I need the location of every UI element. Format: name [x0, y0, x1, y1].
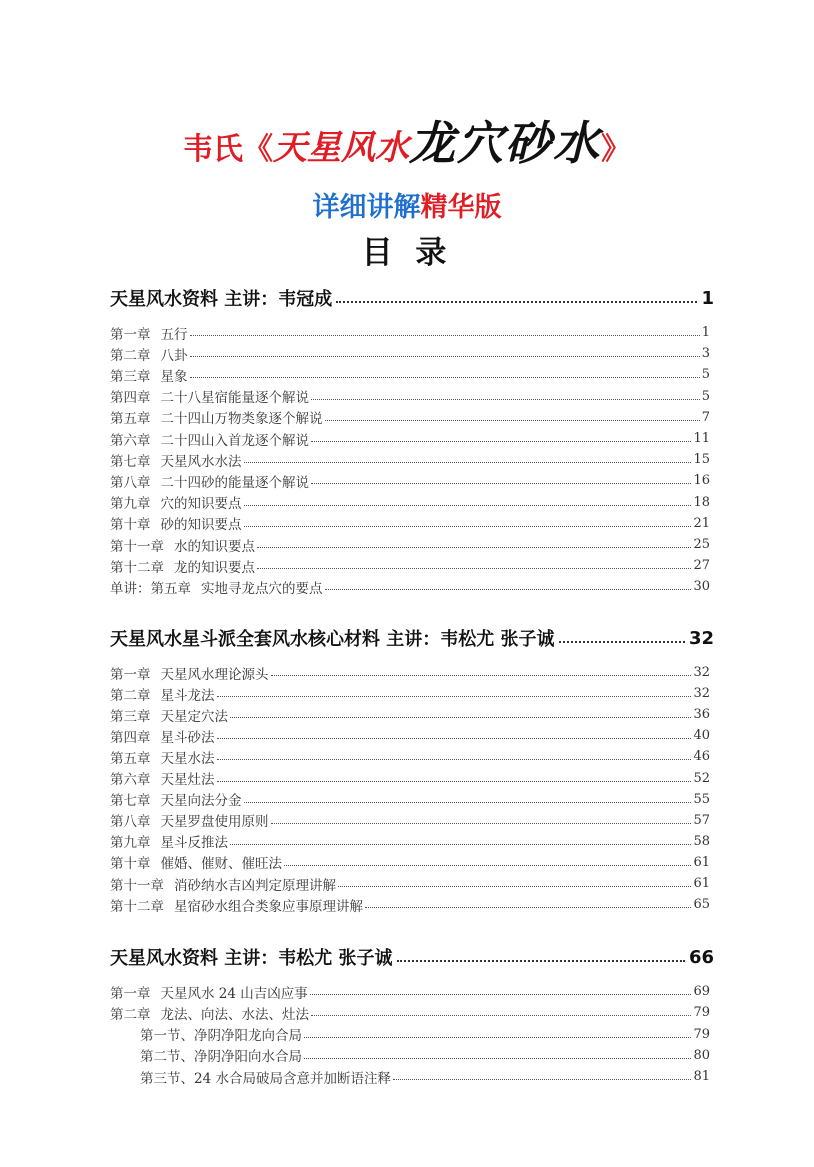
page-number: 61: [693, 876, 710, 891]
page-number: 5: [701, 388, 710, 404]
dot-leader: [338, 886, 691, 887]
chapter-number: 第二章: [110, 1006, 151, 1023]
chapter-number: 第七章: [110, 793, 151, 810]
toc-entry: [110, 894, 710, 915]
section-heading: [110, 941, 714, 973]
chapter-number: 第一章: [110, 985, 151, 1002]
chapter-number: 第八章: [110, 474, 151, 491]
page-number: 5: [701, 367, 710, 383]
chapter-number: 第十二章: [110, 559, 164, 576]
chapter-number: 第二章: [110, 347, 151, 364]
toc-entry: [110, 364, 710, 385]
dot-leader: [311, 441, 691, 442]
toc-entry: [110, 386, 710, 407]
section-heading: [110, 282, 714, 314]
chapter-name: 第一节、净阴净阳龙向合局: [140, 1028, 302, 1045]
chapter-name: 第三节、24 水合局破局含意并加断语注释: [140, 1070, 391, 1087]
toc-entry: [110, 852, 710, 873]
dot-leader: [284, 865, 691, 866]
page-number: 21: [693, 515, 710, 531]
document-title: [0, 118, 814, 179]
page-number: 52: [693, 770, 710, 786]
toc-entry: [110, 343, 710, 364]
dot-leader: [217, 759, 692, 760]
chapter-number: 第三章: [110, 708, 151, 725]
chapter-number: 第十章: [110, 856, 151, 873]
chapter-name: 天星风水水法: [160, 453, 242, 470]
chapter-name: 五行: [160, 326, 188, 343]
dot-leader: [304, 1037, 691, 1038]
toc-entry: [110, 449, 710, 470]
chapter-name: 星斗龙法: [160, 687, 215, 704]
chapter-number: 第三章: [110, 368, 151, 385]
chapter-number: 第九章: [110, 496, 151, 513]
toc-entry: [110, 662, 710, 683]
chapter-number: 单讲：第五章: [110, 580, 191, 597]
page-number: 61: [693, 854, 710, 870]
chapter-name: 天星罗盘使用原则: [160, 814, 269, 831]
dot-leader: [311, 399, 700, 400]
toc-subentry: [140, 1024, 710, 1045]
toc-entry: [110, 322, 710, 343]
toc-entry: [110, 768, 710, 789]
chapter-name: 八卦: [160, 347, 188, 364]
dot-leader: [230, 844, 691, 845]
toc-entry: [110, 576, 710, 597]
dot-leader: [244, 462, 692, 463]
title-suffix: 》: [601, 132, 631, 167]
toc-entry: [110, 746, 710, 767]
chapter-name: 天星水法: [160, 750, 215, 767]
toc-entry: [110, 555, 710, 576]
chapter-name: 龙法、向法、水法、灶法: [160, 1006, 309, 1023]
page-number: 69: [693, 984, 710, 999]
page-number: 16: [693, 473, 710, 489]
chapter-name: 实地寻龙点穴的要点: [201, 580, 323, 597]
chapter-number: 第七章: [110, 453, 151, 470]
toc-entry: [110, 725, 710, 746]
page-number: 3: [701, 346, 710, 362]
page-number: 32: [693, 665, 710, 680]
chapter-name: 星斗反推法: [160, 835, 228, 852]
chapter-name: 二十八星宿能量逐个解说: [160, 390, 309, 407]
page-number: 81: [693, 1069, 710, 1085]
chapter-name: 天星风水 24 山吉凶应事: [160, 985, 308, 1002]
chapter-name: 星宿砂水组合类象应事原理讲解: [174, 898, 363, 915]
toc-entry: [110, 534, 710, 555]
toc-entry: [110, 810, 710, 831]
dot-leader: [217, 781, 692, 782]
dot-leader: [397, 960, 685, 962]
toc-entry: [110, 683, 710, 704]
chapter-number: 第八章: [110, 814, 151, 831]
chapter-name: 第二节、净阴净阳向水合局: [140, 1049, 302, 1066]
dot-leader: [325, 589, 692, 590]
chapter-name: 催婚、催财、催旺法: [160, 856, 282, 873]
title-main: 龙穴砂水: [409, 116, 601, 170]
toc-entry: [110, 981, 710, 1002]
toc-subentry: [140, 1045, 710, 1066]
dot-leader: [190, 335, 700, 336]
chapter-name: 龙的知识要点: [174, 559, 255, 576]
section-page: 66: [688, 946, 714, 968]
dot-leader: [217, 738, 692, 739]
page-number: 79: [693, 1005, 710, 1021]
dot-leader: [310, 994, 692, 995]
dot-leader: [271, 675, 692, 676]
subtitle-red: 精华版: [420, 192, 502, 223]
page-number: 1: [701, 325, 710, 340]
dot-leader: [244, 802, 692, 803]
chapter-number: 第十二章: [110, 898, 164, 915]
page-number: 27: [693, 558, 710, 574]
toc-entry: [110, 831, 710, 852]
chapter-name: 天星风水理论源头: [160, 666, 269, 683]
toc-subentry: [140, 1066, 710, 1087]
page-number: 55: [693, 791, 710, 807]
chapter-name: 星斗砂法: [160, 729, 215, 746]
dot-leader: [257, 547, 691, 548]
dot-leader: [271, 823, 692, 824]
toc-entry: [110, 470, 710, 491]
page-number: 32: [693, 686, 710, 702]
chapter-number: 第五章: [110, 411, 151, 428]
section-heading: [110, 622, 714, 654]
chapter-name: 天星定穴法: [160, 708, 228, 725]
section-title: 天星风水资料 主讲：韦冠成: [110, 289, 333, 310]
dot-leader: [393, 1079, 691, 1080]
page-number: 40: [693, 728, 710, 744]
chapter-number: 第二章: [110, 687, 151, 704]
dot-leader: [190, 356, 700, 357]
dot-leader: [217, 696, 692, 697]
page-number: 11: [693, 431, 710, 446]
page-number: 46: [693, 749, 710, 765]
page-number: 65: [693, 897, 710, 913]
chapter-number: 第十章: [110, 517, 151, 534]
toc-entry: [110, 704, 710, 725]
dot-leader: [304, 1058, 691, 1059]
section-title: 天星风水星斗派全套风水核心材料 主讲：韦松尤 张子诚: [110, 629, 555, 650]
toc-entry: [110, 1002, 710, 1023]
chapter-name: 二十四砂的能量逐个解说: [160, 474, 309, 491]
toc-entry: [110, 789, 710, 810]
chapter-number: 第四章: [110, 390, 151, 407]
title-series: 天星风水: [273, 128, 409, 168]
section-page: 32: [688, 627, 714, 649]
chapter-name: 星象: [160, 368, 188, 385]
toc-heading: 目 录: [361, 235, 453, 271]
chapter-name: 消砂纳水吉凶判定原理讲解: [174, 877, 336, 894]
chapter-number: 第十一章: [110, 538, 164, 555]
chapter-number: 第五章: [110, 750, 151, 767]
dot-leader: [365, 907, 691, 908]
chapter-number: 第六章: [110, 432, 151, 449]
page-number: 58: [693, 833, 710, 849]
toc-entry: [110, 407, 710, 428]
page-number: 18: [693, 494, 710, 510]
chapter-number: 第六章: [110, 772, 151, 788]
toc-entry: [110, 492, 710, 513]
dot-leader: [244, 526, 692, 527]
chapter-name: 天星向法分金: [160, 793, 242, 810]
page-number: 57: [693, 812, 710, 828]
dot-leader: [190, 377, 700, 378]
chapter-name: 天星灶法: [160, 772, 215, 788]
page-number: 15: [693, 452, 710, 468]
chapter-number: 第十一章: [110, 877, 164, 894]
dot-leader: [559, 641, 685, 643]
dot-leader: [311, 1015, 691, 1016]
chapter-name: 二十四山万物类象逐个解说: [160, 411, 323, 428]
document-subtitle: [0, 188, 814, 228]
page-number: 36: [693, 707, 710, 723]
chapter-name: 穴的知识要点: [160, 496, 242, 513]
chapter-number: 第四章: [110, 729, 151, 746]
chapter-number: 第一章: [110, 666, 151, 683]
toc-entry: [110, 513, 710, 534]
dot-leader: [257, 568, 691, 569]
dot-leader: [230, 717, 691, 718]
chapter-name: 二十四山入首龙逐个解说: [160, 432, 309, 449]
subtitle-blue: 详细讲解: [312, 192, 421, 223]
chapter-name: 砂的知识要点: [160, 517, 242, 534]
chapter-number: 第一章: [110, 326, 151, 343]
toc-entry: [110, 873, 710, 894]
section-page: 1: [701, 287, 714, 309]
chapter-number: 第九章: [110, 835, 151, 852]
title-prefix: 韦氏《: [183, 132, 273, 167]
chapter-name: 水的知识要点: [174, 538, 255, 555]
page-number: 30: [693, 579, 710, 595]
dot-leader: [325, 420, 700, 421]
page-number: 7: [701, 409, 710, 425]
dot-leader: [244, 505, 692, 506]
section-title: 天星风水资料 主讲：韦松尤 张子诚: [110, 948, 393, 969]
page-number: 80: [693, 1047, 710, 1063]
page-number: 25: [693, 537, 710, 552]
dot-leader: [336, 301, 697, 303]
toc-entry: [110, 428, 710, 449]
dot-leader: [311, 483, 691, 484]
page-number: 79: [693, 1026, 710, 1042]
